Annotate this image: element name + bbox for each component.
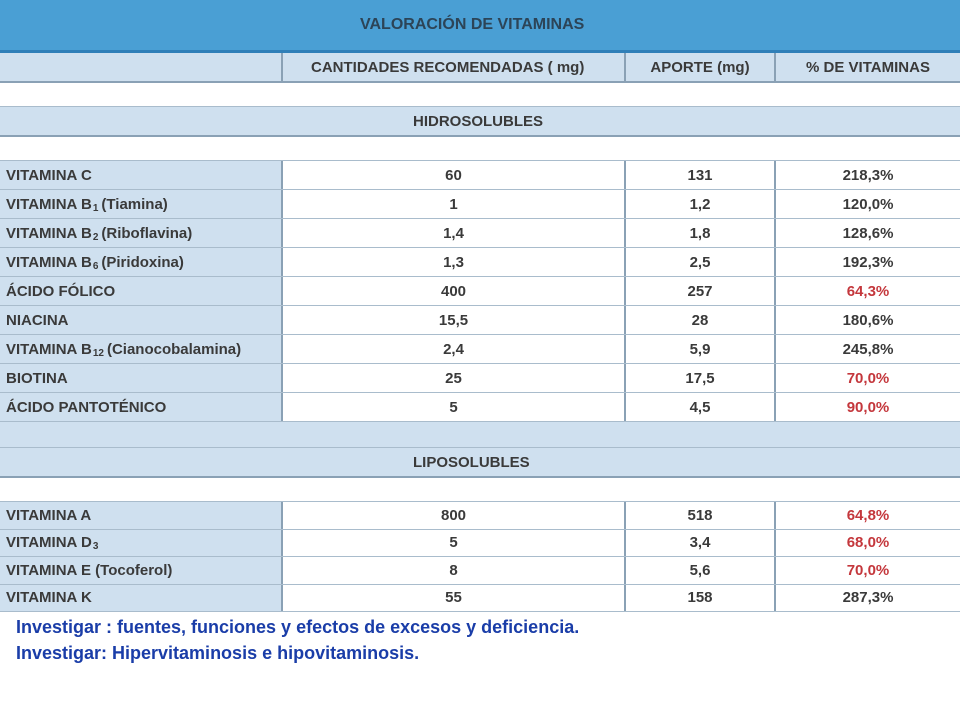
percent-value: 180,6% [776,306,960,334]
intake-value: 257 [626,277,776,305]
section-hidrosolubles [0,107,960,137]
vitamin-name: VITAMINA E (Tocoferol) [6,561,173,579]
percent-value: 120,0% [776,190,960,218]
vitamin-name-cell [0,190,283,218]
percent-value: 64,8% [776,502,960,529]
vitamin-name: VITAMINA B [6,195,92,213]
intake-value: 1,8 [626,219,776,247]
intake-value: 4,5 [626,393,776,421]
vitamin-name: VITAMINA B [6,340,92,358]
percent-value: 70,0% [776,557,960,584]
intake-value: 1,2 [626,190,776,218]
vitamin-name-cell [0,364,283,392]
recommended-value: 1,3 [283,248,626,276]
vitamin-common-name: (Tiamina) [101,195,168,213]
vitamin-name-cell [0,306,283,334]
vitamin-subscript: 2 [92,231,99,243]
intake-value: 3,4 [626,530,776,557]
spacer-row [0,422,960,448]
vitamin-name: VITAMINA B [6,224,92,242]
table-row [0,277,960,306]
percent-value: 245,8% [776,335,960,363]
vitamin-name: VITAMINA D [6,534,92,552]
table-row [0,530,960,558]
recommended-value: 800 [283,502,626,529]
recommended-value: 55 [283,585,626,612]
vitamin-name-cell [0,335,283,363]
vitamin-name-cell [0,530,283,557]
table-row [0,335,960,364]
intake-value: 2,5 [626,248,776,276]
table-row [0,502,960,530]
vitamin-name-cell [0,502,283,529]
vitamin-subscript: 6 [92,260,99,272]
table-row [0,219,960,248]
percent-value: 287,3% [776,585,960,612]
recommended-value: 1 [283,190,626,218]
note-line: Investigar: Hipervitaminosis e hipovitaminosis. [16,643,420,663]
table-row [0,190,960,219]
header-aporte: APORTE (mg) [626,53,776,81]
vitamin-name: ÁCIDO PANTOTÉNICO [6,398,167,416]
section-label: LIPOSOLUBLES [413,453,530,471]
table-row [0,393,960,422]
table-row [0,364,960,393]
recommended-value: 8 [283,557,626,584]
vitamin-name-cell [0,277,283,305]
table-row [0,585,960,613]
recommended-value: 5 [283,530,626,557]
percent-value: 64,3% [776,277,960,305]
vitamin-common-name: (Riboflavina) [101,224,193,242]
percent-value: 68,0% [776,530,960,557]
recommended-value: 60 [283,161,626,189]
percent-value: 192,3% [776,248,960,276]
vitamin-subscript: 3 [92,541,99,553]
recommended-value: 25 [283,364,626,392]
recommended-value: 1,4 [283,219,626,247]
vitamin-name: ÁCIDO FÓLICO [6,282,116,300]
header-name-cell [0,53,283,81]
vitamin-name: VITAMINA A [6,506,92,524]
vitamin-common-name: (Piridoxina) [101,253,184,271]
table-row [0,248,960,277]
spacer-row [0,137,960,161]
spacer-row [0,83,960,107]
column-header-row [0,53,960,83]
recommended-value: 2,4 [283,335,626,363]
header-porcentaje: % DE VITAMINAS [776,53,960,81]
intake-value: 158 [626,585,776,612]
table-row [0,557,960,585]
percent-value: 218,3% [776,161,960,189]
percent-value: 128,6% [776,219,960,247]
recommended-value: 400 [283,277,626,305]
percent-value: 90,0% [776,393,960,421]
note-line: Investigar : fuentes, funciones y efectos de excesos y deficiencia. [16,617,580,637]
recommended-value: 15,5 [283,306,626,334]
recommended-value: 5 [283,393,626,421]
section-liposolubles [0,448,960,478]
vitamin-common-name: (Cianocobalamina) [106,340,242,358]
vitamin-name: VITAMINA K [6,589,92,607]
section-label: HIDROSOLUBLES [413,112,544,130]
intake-value: 28 [626,306,776,334]
vitamin-name-cell [0,557,283,584]
vitamin-name-cell [0,393,283,421]
table-title-row [0,0,960,53]
vitamin-name-cell [0,248,283,276]
vitamin-name-cell [0,161,283,189]
header-recomendadas: CANTIDADES RECOMENDADAS ( mg) [283,53,626,81]
vitamin-name: VITAMINA B [6,253,92,271]
vitamin-name-cell [0,219,283,247]
percent-value: 70,0% [776,364,960,392]
intake-value: 518 [626,502,776,529]
table-title: VALORACIÓN DE VITAMINAS [360,16,585,33]
intake-value: 5,6 [626,557,776,584]
vitamin-name: BIOTINA [6,369,68,387]
intake-value: 5,9 [626,335,776,363]
spacer-row [0,478,960,502]
vitamin-subscript: 1 [92,202,99,214]
notes-block [16,614,579,666]
vitamin-name: VITAMINA C [6,166,92,184]
table-row [0,306,960,335]
vitamin-subscript: 12 [92,347,104,359]
intake-value: 131 [626,161,776,189]
vitamin-name: NIACINA [6,311,69,329]
table-row [0,161,960,190]
vitamin-name-cell [0,585,283,612]
intake-value: 17,5 [626,364,776,392]
